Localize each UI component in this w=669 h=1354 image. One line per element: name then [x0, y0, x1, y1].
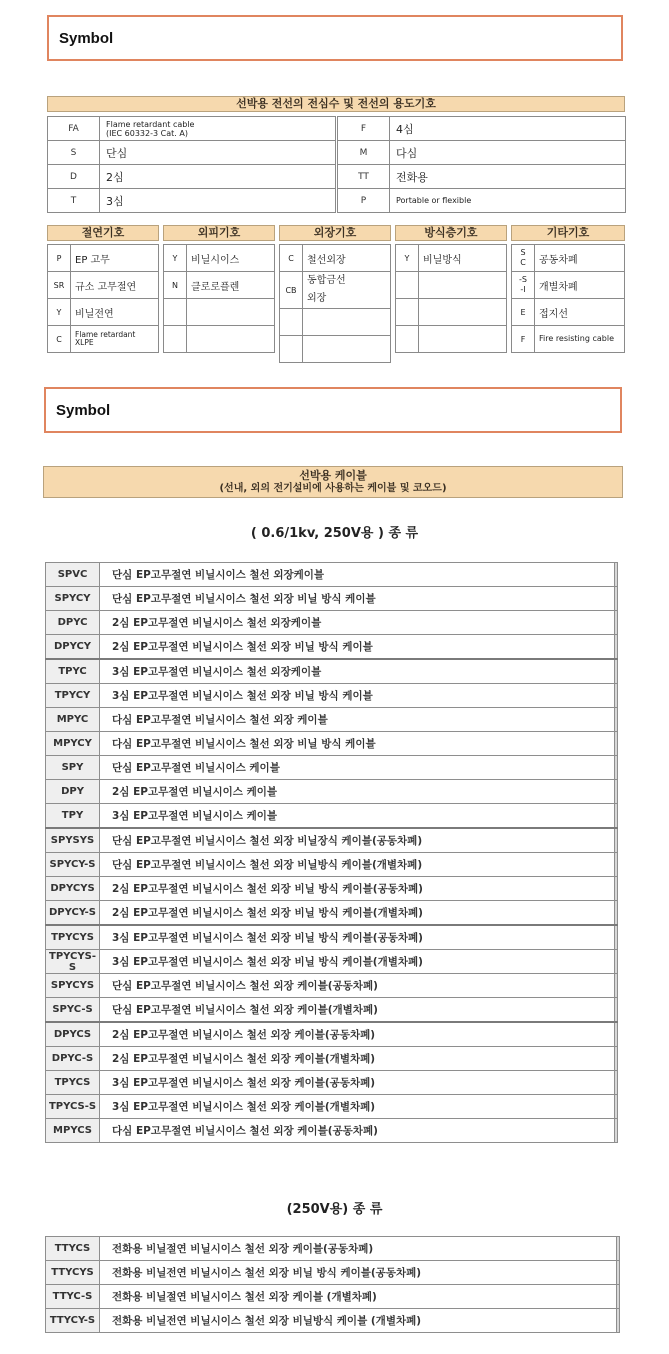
code-cell: [164, 326, 187, 353]
cable-code: SPY: [46, 756, 100, 780]
cable-description: 3심 EP고무절연 비닐시이스 케이블: [100, 804, 615, 829]
value-cell: 클로로플렌: [187, 272, 275, 299]
value-cell: [419, 326, 507, 353]
row-edge: [615, 974, 618, 998]
cable-description: 단심 EP고무절연 비닐시이스 철선 외장 비닐장식 케이블(공동차폐): [100, 828, 615, 853]
row-edge: [615, 1022, 618, 1047]
category-sheath: [163, 225, 275, 353]
band-line-2: (선내, 외의 전기설비에 사용하는 케이블 및 코오드): [219, 483, 447, 494]
table-row: [46, 974, 618, 998]
cable-description: 다심 EP고무절연 비닐시이스 철선 외장 케이블: [100, 708, 615, 732]
cable-code: SPVC: [46, 563, 100, 587]
row-edge: [615, 611, 618, 635]
cable-description: 단심 EP고무절연 비닐시이스 철선 외장 케이블(개별차폐): [100, 998, 615, 1023]
table-row: [46, 1119, 618, 1143]
cable-code: TPYCY: [46, 684, 100, 708]
code-cell: Y: [396, 245, 419, 272]
code-cell: [280, 309, 303, 336]
cable-code: DPY: [46, 780, 100, 804]
category-title: 기타기호: [511, 225, 625, 241]
cable-code: DPYC: [46, 611, 100, 635]
table-row: [46, 708, 618, 732]
cable-description: 단심 EP고무절연 비닐시이스 케이블: [100, 756, 615, 780]
value-cell: 비닐시이스: [187, 245, 275, 272]
cable-code: TPYCS: [46, 1071, 100, 1095]
table-row: [46, 1285, 620, 1309]
table-row: [46, 780, 618, 804]
value-cell: 다심: [390, 141, 626, 165]
code-cell: T: [48, 189, 100, 213]
row-edge: [617, 1309, 620, 1333]
cable-code: MPYCY: [46, 732, 100, 756]
row-edge: [615, 756, 618, 780]
table-row: [46, 1237, 620, 1261]
code-cell: -S -I: [512, 272, 535, 299]
row-edge: [615, 1047, 618, 1071]
cable-description: 단심 EP고무절연 비닐시이스 철선 외장 케이블(공동차폐): [100, 974, 615, 998]
cable-code: MPYCS: [46, 1119, 100, 1143]
cable-description: 전화용 비닐전연 비닐시이스 철선 외장 비닐방식 케이블 (개별차폐): [100, 1309, 617, 1333]
cable-description: 2심 EP고무절연 비닐시이스 철선 외장 비닐 방식 케이블(개별차폐): [100, 901, 615, 926]
value-cell: EP 고무: [71, 245, 159, 272]
row-edge: [617, 1261, 620, 1285]
cable-code: SPYSYS: [46, 828, 100, 853]
cable-description: 전화용 비닐전연 비닐시이스 철선 외장 비닐 방식 케이블(공동차폐): [100, 1261, 617, 1285]
table-row: [46, 828, 618, 853]
row-edge: [615, 1071, 618, 1095]
table-row: [46, 901, 618, 926]
row-edge: [615, 853, 618, 877]
code-cell: SR: [48, 272, 71, 299]
table1-row: [48, 189, 336, 213]
table-row: [46, 587, 618, 611]
row-edge: [615, 998, 618, 1023]
cable-description: 3심 EP고무절연 비닐시이스 철선 외장 비닐 방식 케이블(개별차폐): [100, 950, 615, 974]
cable-description: 다심 EP고무절연 비닐시이스 철선 외장 비닐 방식 케이블: [100, 732, 615, 756]
cable-code: TPY: [46, 804, 100, 829]
code-cell: E: [512, 299, 535, 326]
row-edge: [615, 828, 618, 853]
table-row: [46, 563, 618, 587]
value-cell: [419, 272, 507, 299]
cable-code: TTYCS: [46, 1237, 100, 1261]
category-other: [511, 225, 625, 353]
table1-title: 선박용 전선의 전심수 및 전선의 용도기호: [236, 97, 436, 110]
cable-description: 3심 EP고무절연 비닐시이스 철선 외장 비닐 방식 케이블: [100, 684, 615, 708]
code-cell: [164, 299, 187, 326]
cable-code: TPYCYS: [46, 925, 100, 950]
section-header-symbol-2: [44, 387, 622, 433]
cable-code: DPYCY-S: [46, 901, 100, 926]
row-edge: [615, 635, 618, 660]
row-edge: [615, 563, 618, 587]
code-cell: CB: [280, 272, 303, 309]
cable-description: 단심 EP고무절연 비닐시이스 철선 외장케이블: [100, 563, 615, 587]
code-cell: FA: [48, 117, 100, 141]
cable-description: 2심 EP고무절연 비닐시이스 철선 외장케이블: [100, 611, 615, 635]
row-edge: [615, 708, 618, 732]
table-row: [46, 1071, 618, 1095]
table-row: [46, 1095, 618, 1119]
section-header-symbol-1: [47, 15, 623, 61]
row-edge: [617, 1237, 620, 1261]
code-cell: [280, 336, 303, 363]
table1-left: [47, 116, 336, 213]
cable-description: 다심 EP고무절연 비닐시이스 철선 외장 케이블(공동차폐): [100, 1119, 615, 1143]
table-row: [46, 1261, 620, 1285]
table1-row: [48, 117, 336, 141]
code-cell: Y: [164, 245, 187, 272]
cable-code: TPYC: [46, 659, 100, 684]
code-cell: [396, 299, 419, 326]
cable-description: 3심 EP고무절연 비닐시이스 철선 외장케이블: [100, 659, 615, 684]
code-cell: S: [48, 141, 100, 165]
list1-subtitle: ( 0.6/1kv, 250V용 ) 종 류: [250, 526, 419, 541]
section-title: Symbol: [59, 30, 114, 47]
cable-code: DPYCYS: [46, 877, 100, 901]
cable-code: TTYCYS: [46, 1261, 100, 1285]
category-title: 외장기호: [279, 225, 391, 241]
table-row: [46, 684, 618, 708]
row-edge: [615, 732, 618, 756]
table-row: [46, 611, 618, 635]
table-row: [46, 804, 618, 829]
value-cell: [187, 299, 275, 326]
table-row: [46, 925, 618, 950]
code-cell: C: [48, 326, 71, 353]
code-cell: P: [48, 245, 71, 272]
table1-right: [337, 116, 626, 213]
code-cell: F: [338, 117, 390, 141]
cable-description: 3심 EP고무절연 비닐시이스 철선 외장 케이블(개별차폐): [100, 1095, 615, 1119]
value-cell: 개별차폐: [535, 272, 625, 299]
code-cell: [396, 272, 419, 299]
row-edge: [615, 925, 618, 950]
code-cell: P: [338, 189, 390, 213]
cable-code: MPYC: [46, 708, 100, 732]
list2-subtitle: (250V용) 종 류: [286, 1202, 383, 1217]
code-cell: N: [164, 272, 187, 299]
table-row: [46, 950, 618, 974]
value-cell: Portable or flexible: [390, 189, 626, 213]
cable-code: DPYCS: [46, 1022, 100, 1047]
row-edge: [615, 1119, 618, 1143]
row-edge: [615, 950, 618, 974]
cable-description: 2심 EP고무절연 비닐시이스 철선 외장 케이블(개별차폐): [100, 1047, 615, 1071]
table-row: [46, 732, 618, 756]
value-cell: [303, 309, 391, 336]
value-cell: 철선외장: [303, 245, 391, 272]
code-cell: [396, 326, 419, 353]
value-cell: [187, 326, 275, 353]
category-title: 외피기호: [163, 225, 275, 241]
cable-description: 2심 EP고무절연 비닐시이스 철선 외장 케이블(공동차폐): [100, 1022, 615, 1047]
cable-description: 2심 EP고무절연 비닐시이스 철선 외장 비닐 방식 케이블(공동차폐): [100, 877, 615, 901]
cable-list-2: [45, 1236, 620, 1333]
cable-description: 전화용 비닐절연 비닐시이스 철선 외장 케이블 (개별차폐): [100, 1285, 617, 1309]
value-cell: [303, 336, 391, 363]
table-row: [46, 635, 618, 660]
cable-list-1: [45, 562, 618, 1143]
row-edge: [615, 587, 618, 611]
code-cell: M: [338, 141, 390, 165]
value-cell: [419, 299, 507, 326]
code-cell: F: [512, 326, 535, 353]
row-edge: [617, 1285, 620, 1309]
cable-description: 단심 EP고무절연 비닐시이스 철선 외장 비닐방식 케이블(개별차폐): [100, 853, 615, 877]
table-row: [46, 853, 618, 877]
table1-row: [338, 189, 626, 213]
code-cell: S C: [512, 245, 535, 272]
table1-row: [338, 117, 626, 141]
table1-title-band: [47, 96, 625, 112]
table-row: [46, 659, 618, 684]
code-cell: D: [48, 165, 100, 189]
category-insulation: [47, 225, 159, 353]
row-edge: [615, 804, 618, 829]
value-cell: 규소 고무절연: [71, 272, 159, 299]
cable-description: 2심 EP고무절연 비닐시이스 케이블: [100, 780, 615, 804]
row-edge: [615, 659, 618, 684]
category-title: 절연기호: [47, 225, 159, 241]
value-cell: Fire resisting cable: [535, 326, 625, 353]
value-cell: 동합금선 외장: [303, 272, 391, 309]
cable-description: 3심 EP고무절연 비닐시이스 철선 외장 비닐 방식 케이블(공동차폐): [100, 925, 615, 950]
value-cell: 접지선: [535, 299, 625, 326]
table-row: [46, 877, 618, 901]
value-cell: 단심: [100, 141, 336, 165]
value-cell: 3심: [100, 189, 336, 213]
value-cell: 비닐전연: [71, 299, 159, 326]
value-cell: 공동차폐: [535, 245, 625, 272]
table1-row: [48, 141, 336, 165]
cable-description: 2심 EP고무절연 비닐시이스 철선 외장 비닐 방식 케이블: [100, 635, 615, 660]
value-cell: 비닐방식: [419, 245, 507, 272]
code-cell: Y: [48, 299, 71, 326]
row-edge: [615, 1095, 618, 1119]
cable-code: SPYCY-S: [46, 853, 100, 877]
table-row: [46, 1309, 620, 1333]
cable-code: SPYCY: [46, 587, 100, 611]
table-row: [46, 998, 618, 1023]
category-title: 방식층기호: [395, 225, 507, 241]
cable-code: TTYCY-S: [46, 1309, 100, 1333]
category-armor: [279, 225, 391, 363]
section-title: Symbol: [56, 402, 111, 419]
table-row: [46, 1047, 618, 1071]
cable-code: TPYCYS-S: [46, 950, 100, 974]
code-cell: TT: [338, 165, 390, 189]
band-line-1: 선박용 케이블: [299, 469, 367, 482]
cable-description: 단심 EP고무절연 비닐시이스 철선 외장 비닐 방식 케이블: [100, 587, 615, 611]
cable-description: 전화용 비닐절연 비닐시이스 철선 외장 케이블(공동차폐): [100, 1237, 617, 1261]
value-cell: 4심: [390, 117, 626, 141]
cable-code: DPYCY: [46, 635, 100, 660]
row-edge: [615, 684, 618, 708]
cable-code: SPYCYS: [46, 974, 100, 998]
cable-code: SPYC-S: [46, 998, 100, 1023]
cable-code: TTYC-S: [46, 1285, 100, 1309]
cable-code: TPYCS-S: [46, 1095, 100, 1119]
row-edge: [615, 901, 618, 926]
code-cell: C: [280, 245, 303, 272]
value-cell: 2심: [100, 165, 336, 189]
table-row: [46, 1022, 618, 1047]
row-edge: [615, 877, 618, 901]
row-edge: [615, 780, 618, 804]
table1-row: [338, 165, 626, 189]
table1-row: [48, 165, 336, 189]
table-row: [46, 756, 618, 780]
table1-row: [338, 141, 626, 165]
value-cell: Flame retardant XLPE: [71, 326, 159, 353]
cable-description: 3심 EP고무절연 비닐시이스 철선 외장 케이블(공동차폐): [100, 1071, 615, 1095]
cable-title-band: [43, 466, 623, 498]
value-cell: 전화용: [390, 165, 626, 189]
category-corrosion: [395, 225, 507, 353]
value-cell: Flame retardant cable (IEC 60332-3 Cat. A): [100, 117, 336, 141]
cable-code: DPYC-S: [46, 1047, 100, 1071]
